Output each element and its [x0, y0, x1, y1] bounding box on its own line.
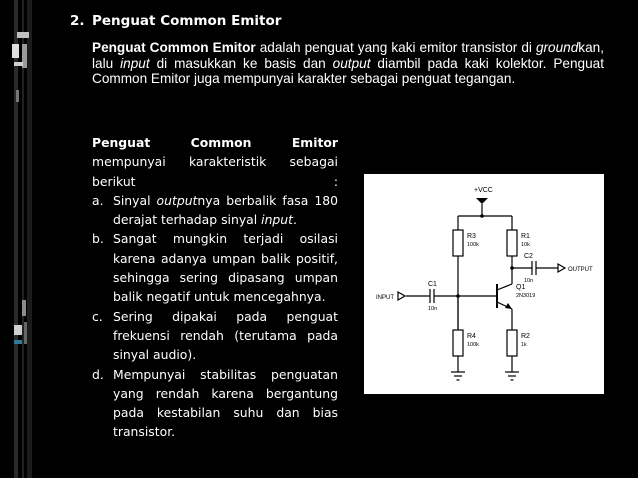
input-label: INPUT [376, 295, 394, 301]
intro-text-3: di masukkan ke basis dan [149, 55, 333, 71]
section-heading [70, 13, 281, 29]
deco-bar [22, 0, 24, 478]
deco-mark [12, 44, 19, 58]
list-item-italic: output [156, 192, 198, 208]
list-item-italic: input [261, 212, 294, 228]
list-item-text: Mempunyai stabilitas penguatan yang rendah karena bergantung pada kestabilan suhu dan bias transistor. [113, 366, 338, 440]
deco-mark [14, 340, 22, 344]
deco-mark [22, 300, 26, 316]
list-marker: c. [92, 308, 103, 324]
intro-italic-input: input [120, 55, 150, 71]
q1-model: 2N3019 [516, 293, 536, 299]
left-decoration [0, 0, 44, 478]
list-item [92, 307, 338, 365]
deco-mark [14, 325, 22, 335]
characteristics-lead-rest: mempunyai karakteristik sebagai berikut : [92, 154, 338, 189]
deco-mark [17, 32, 29, 38]
r3-value: 100k [467, 242, 479, 248]
ground-symbol [451, 372, 465, 380]
list-marker: d. [92, 366, 104, 382]
deco-mark [16, 90, 19, 102]
deco-mark [24, 322, 27, 344]
vcc-arrow [476, 198, 488, 204]
deco-bar [27, 0, 32, 478]
r1-resistor [507, 230, 517, 256]
intro-term: Penguat Common Emitor [92, 40, 256, 55]
c1-label: C1 [428, 281, 437, 288]
r4-label: R4 [467, 333, 476, 340]
characteristics-lead-bold: Penguat Common Emitor [92, 135, 338, 150]
list-item [92, 191, 338, 230]
c2-label: C2 [524, 253, 533, 260]
r1-label: R1 [521, 233, 530, 240]
deco-bar [14, 0, 18, 478]
r4-value: 100k [467, 342, 479, 348]
intro-text-4: diambil pada kaki kolektor. Penguat Common Emitor juga mempunyai karakter sebagai penguat tegangan. [92, 55, 605, 86]
r2-resistor [507, 330, 517, 356]
output-label: OUTPUT [568, 267, 593, 273]
characteristics-lead [92, 133, 338, 191]
list-item [92, 365, 338, 442]
intro-paragraph [92, 40, 604, 87]
output-arrow [558, 264, 565, 272]
ground-symbol [505, 372, 519, 380]
section-title: Penguat Common Emitor [92, 13, 282, 29]
vcc-label: +VCC [474, 187, 493, 194]
q1-collector-lead [497, 284, 512, 290]
r2-label: R2 [521, 333, 530, 340]
list-item-text: Sinyal [113, 192, 157, 208]
list-marker: b. [92, 231, 104, 247]
q1-label: Q1 [516, 284, 526, 291]
list-item [92, 229, 338, 306]
r3-label: R3 [467, 233, 476, 240]
input-arrow [398, 292, 405, 300]
list-item-text: nya berbalik fasa 180 derajat terhadap sinyal [113, 192, 338, 228]
circuit-diagram [364, 174, 604, 394]
circuit-svg [364, 174, 604, 394]
r1-value: 10k [521, 242, 530, 248]
intro-text-1: adalah penguat yang kaki emitor transistor di [255, 40, 536, 55]
intro-text-2: kan, lalu [92, 40, 604, 71]
c1-value: 10n [428, 306, 438, 312]
deco-mark [14, 62, 23, 66]
c2-value: 10n [524, 278, 534, 284]
section-number: 2. [70, 13, 85, 29]
r3-resistor [453, 230, 463, 256]
r4-resistor [453, 330, 463, 356]
characteristics-block [92, 133, 338, 442]
list-item-text: Sering dipakai pada penguat frekuensi rendah (terutama pada sinyal audio). [113, 308, 338, 363]
junction-dot [480, 214, 484, 218]
list-item-text: . [293, 212, 297, 228]
r2-value: 1k [521, 342, 527, 348]
intro-italic-output: output [332, 55, 371, 71]
list-item-text: Sangat mungkin terjadi osilasi karena adanya umpan balik positif, sehingga sering dipasang umpan balik negatif untuk mencegahnya. [113, 231, 338, 305]
intro-italic-ground: ground [535, 40, 579, 55]
list-marker: a. [92, 192, 104, 208]
